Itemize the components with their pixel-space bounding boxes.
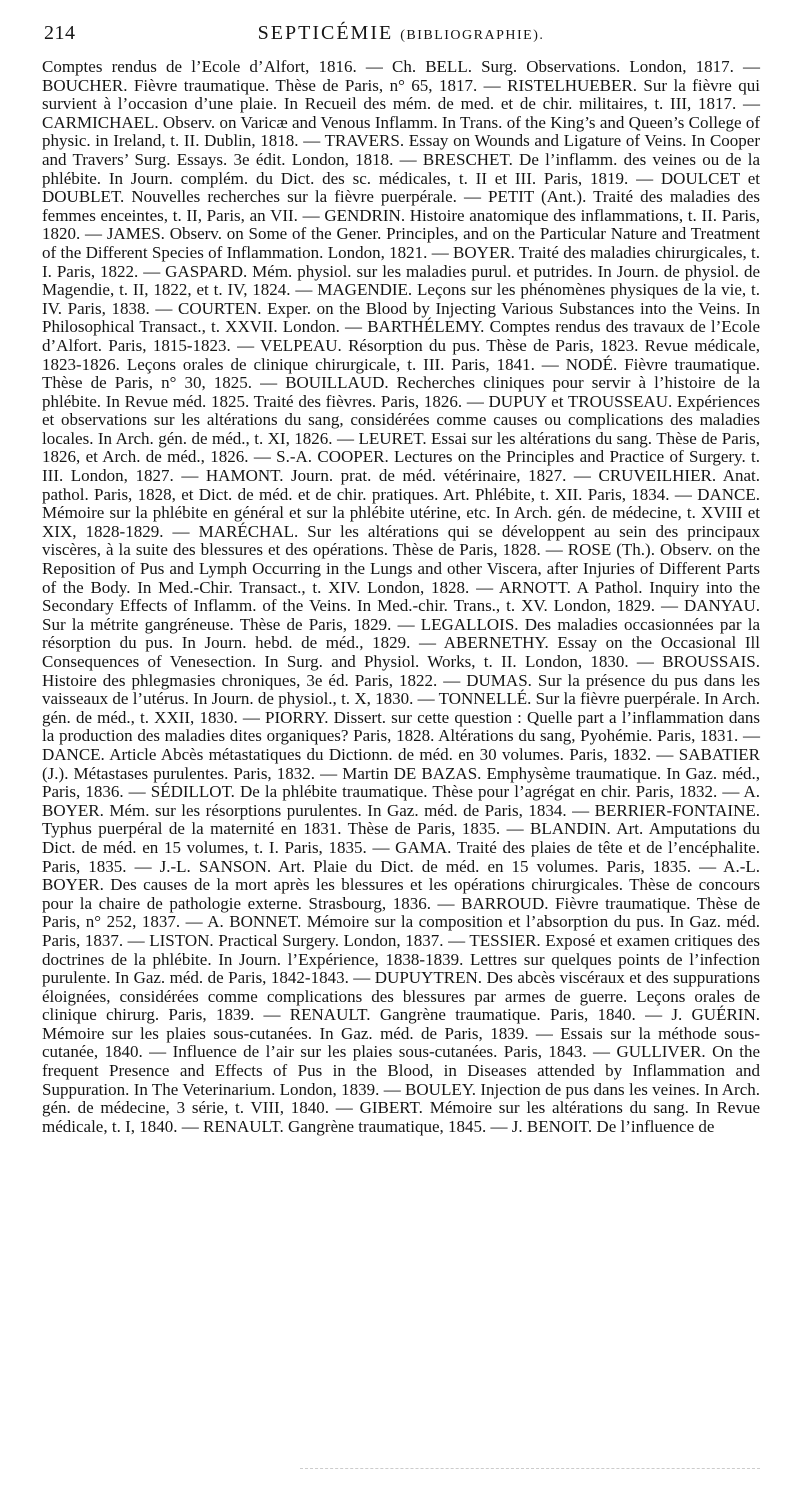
page-title: SEPTICÉMIE bbox=[257, 22, 394, 44]
bottom-rule bbox=[300, 1468, 760, 1469]
page-number: 214 bbox=[44, 22, 76, 44]
page-title-group bbox=[42, 22, 760, 45]
running-head bbox=[42, 20, 760, 50]
page-subtitle: (BIBLIOGRAPHIE). bbox=[400, 28, 545, 43]
bibliography-paragraph: Comptes rendus de l’Ecole d’Alfort, 1816. — Ch. BELL. Surg. Observations. London, 1817. — BOUCHER. Fièvre traumatique. Thèse de Paris, n° 65, 1817. — RISTELHUEBER. Sur la fièvre qui survient à l’occasion d’une plaie. In Recueil des mém. de med. et de chir. militaires, t. III, 1817. — CARMICHAEL. Observ. on Varicæ and Venous Inflamm. In Trans. of the King’s and Queen’s College of physic. in Ireland, t. II. Dublin, 1818. — TRAVERS. Essay on Wounds and Ligature of Veins. In Cooper and Travers’ Surg. Essays. 3e édit. London, 1818. — BRESCHET. De l’inflamm. des veines ou de la phlébite. In Journ. complém. du Dict. des sc. médicales, t. II et III. Paris, 1819. — DOULCET et DOUBLET. Nouvelles recherches sur la fièvre puerpérale. — PETIT (Ant.). Traité des maladies des femmes enceintes, t. II, Paris, an VII. — GENDRIN. Histoire anatomique des inflammations, t. II. Paris, 1820. — JAMES. Observ. on Some of the Gener. Principles, and on the Particular Nature and Treatment of the Different Species of Inflammation. London, 1821. — BOYER. Traité des maladies chirurgicales, t. I. Paris, 1822. — GASPARD. Mém. physiol. sur les maladies purul. et putrides. In Journ. de physiol. de Magendie, t. II, 1822, et t. IV, 1824. — MAGENDIE. Leçons sur les phénomènes physiques de la vie, t. IV. Paris, 1838. — COURTEN. Exper. on the Blood by Injecting Various Substances into the Veins. In Philosophical Transact., t. XXVII. London. — BARTHÉLEMY. Comptes rendus des travaux de l’Ecole d’Alfort. Paris, 1815-1823. — VELPEAU. Résorption du pus. Thèse de Paris, 1823. Revue médicale, 1823-1826. Leçons orales de clinique chirurgicale, t. III. Paris, 1841. — NODÉ. Fièvre traumatique. Thèse de Paris, n° 30, 1825. — BOUILLAUD. Recherches cliniques pour servir à l’histoire de la phlébite. In Revue méd. 1825. Traité des fièvres. Paris, 1826. — DUPUY et TROUSSEAU. Expériences et observations sur les altérations du sang, considérées comme causes ou complications des maladies locales. In Arch. gén. de méd., t. XI, 1826. — LEURET. Essai sur les altérations du sang. Thèse de Paris, 1826, et Arch. de méd., 1826. — S.-A. COOPER. Lectures on the Principles and Practice of Surgery. t. III. London, 1827. — HAMONT. Journ. prat. de méd. vétérinaire, 1827. — CRUVEILHIER. Anat. pathol. Paris, 1828, et Dict. de méd. et de chir. pratiques. Art. Phlébite, t. XII. Paris, 1834. — DANCE. Mémoire sur la phlébite en général et sur la phlébite utérine, etc. In Arch. gén. de médecine, t. XVIII et XIX, 1828-1829. — MARÉCHAL. Sur les altérations qui se développent au sein des principaux viscères, à la suite des blessures et des opérations. Thèse de Paris, 1828. — ROSE (Th.). Observ. on the Reposition of Pus and Lymph Occurring in the Lungs and other Viscera, after Injuries of Different Parts of the Body. In Med.-Chir. Transact., t. XIV. London, 1828. — ARNOTT. A Pathol. Inquiry into the Secondary Effects of Inflamm. of the Veins. In Med.-chir. Trans., t. XV. London, 1829. — DANYAU. Sur la métrite gangréneuse. Thèse de Paris, 1829. — LEGALLOIS. Des maladies occasionnées par la résorption du pus. In Journ. hebd. de méd., 1829. — ABERNETHY. Essay on the Occasional Ill Consequences of Venesection. In Surg. and Physiol. Works, t. II. London, 1830. — BROUSSAIS. Histoire des phlegmasies chroniques, 3e éd. Paris, 1822. — DUMAS. Sur la présence du pus dans les vaisseaux de l’utérus. In Journ. de physiol., t. X, 1830. — TONNELLÉ. Sur la fièvre puerpérale. In Arch. gén. de méd., t. XXII, 1830. — PIORRY. Dissert. sur cette question : Quelle part a l’inflammation dans la production des maladies dites organiques? Paris, 1828. Altérations du sang, Pyohémie. Paris, 1831. — DANCE. Article Abcès métastatiques du Dictionn. de méd. en 30 volumes. Paris, 1832. — SABATIER (J.). Métastases purulentes. Paris, 1832. — Martin DE BAZAS. Emphysème traumatique. In Gaz. méd., Paris, 1836. — SÉDILLOT. De la phlébite traumatique. Thèse pour l’agrégat en chir. Paris, 1832. — A. BOYER. Mém. sur les résorptions purulentes. In Gaz. méd. de Paris, 1834. — BERRIER-FONTAINE. Typhus puerpéral de la maternité en 1831. Thèse de Paris, 1835. — BLANDIN. Art. Amputations du Dict. de méd. en 15 volumes, t. I. Paris, 1835. — GAMA. Traité des plaies de tête et de l’encéphalite. Paris, 1835. — J.-L. SANSON. Art. Plaie du Dict. de méd. en 15 volumes. Paris, 1835. — A.-L. BOYER. Des causes de la mort après les blessures et les opérations chirurgicales. Thèse de concours pour la chaire de pathologie externe. Strasbourg, 1836. — BARROUD. Fièvre traumatique. Thèse de Paris, n° 252, 1837. — A. BONNET. Mémoire sur la composition et l’absorption du pus. In Gaz. méd. Paris, 1837. — LISTON. Practical Surgery. London, 1837. — TESSIER. Exposé et examen critiques des doctrines de la phlébite. In Journ. l’Expérience, 1838-1839. Lettres sur quelques points de l’infection purulente. In Gaz. méd. de Paris, 1842-1843. — DUPUYTREN. Des abcès viscéraux et des suppurations éloignées, considérées comme complications des blessures par armes de guerre. Leçons orales de clinique chirurg. Paris, 1839. — RENAULT. Gangrène traumatique. Paris, 1840. — J. GUÉRIN. Mémoire sur les plaies sous-cutanées. In Gaz. méd. de Paris, 1839. — Essais sur la méthode sous-cutanée, 1840. — Influence de l’air sur les plaies sous-cutanées. Paris, 1843. — GULLIVER. On the frequent Presence and Effects of Pus in the Blood, in Diseases attended by Inflammation and Suppuration. In The Veterinarium. London, 1839. — BOULEY. Injection de pus dans les veines. In Arch. gén. de médecine, 3 série, t. VIII, 1840. — GIBERT. Mémoire sur les altérations du sang. In Revue médicale, t. I, 1840. — RENAULT. Gangrène traumatique, 1845. — J. BENOIT. De l’influence de bbox=[42, 57, 760, 1136]
bibliography-text bbox=[42, 58, 760, 1136]
